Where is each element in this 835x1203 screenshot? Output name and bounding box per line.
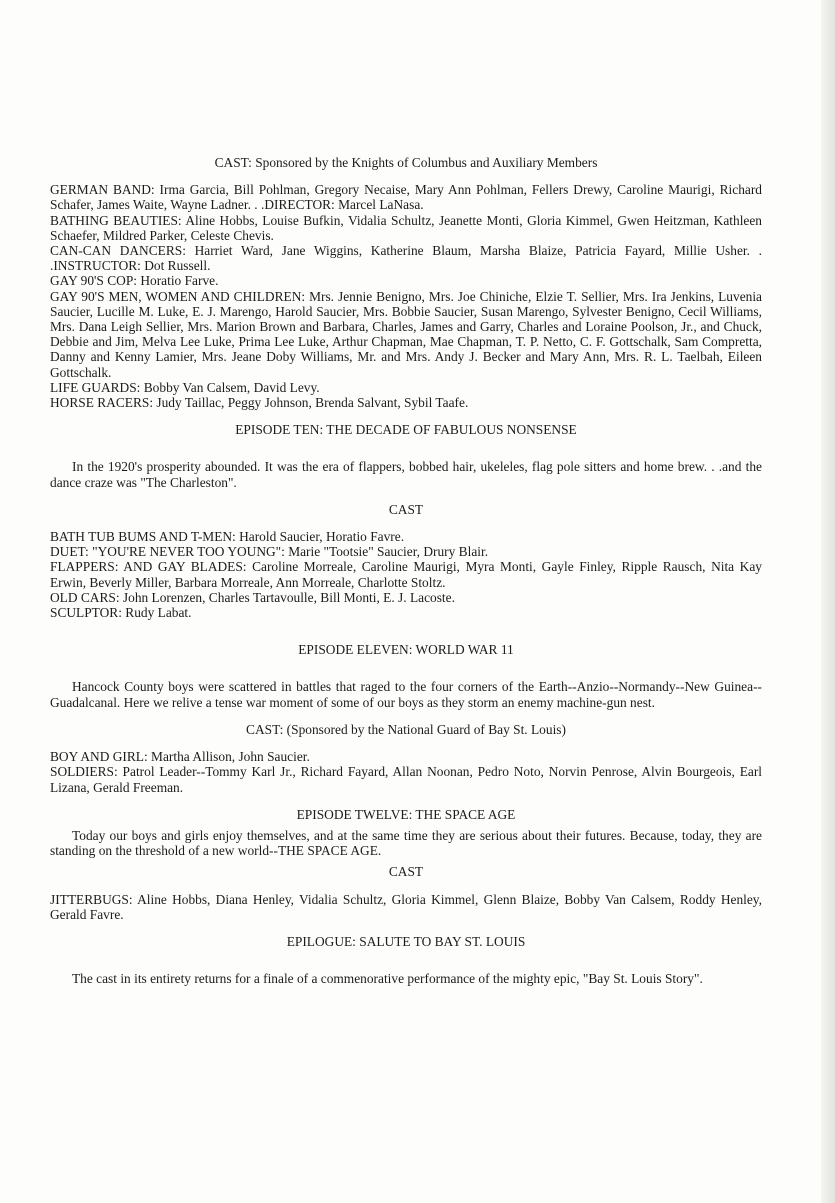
cast-entry-german-band: GERMAN BAND: Irma Garcia, Bill Pohlman, Gregory Necaise, Mary Ann Pohlman, Fellers Drewy, Caroline Maurigi, Richard Schafer, James Waite, Wayne Ladner. . .DIRECTOR: Marcel LaNasa. (50, 182, 762, 213)
cast-entry-bath-tub-bums: BATH TUB BUMS AND T-MEN: Harold Saucier, Horatio Favre. (50, 529, 405, 545)
episode-eleven-title: EPISODE ELEVEN: WORLD WAR 11 (298, 642, 514, 658)
cast-list (50, 182, 762, 410)
cast-entry-horse-racers: HORSE RACERS: Judy Taillac, Peggy Johnson, Brenda Salvant, Sybil Taafe. (50, 395, 469, 411)
episode-twelve-cast-list (50, 892, 762, 922)
episode-ten-text: In the 1920's prosperity abounded. It was the era of flappers, bobbed hair, ukeleles, flag pole sitters and home brew. . .and the dance craze was "The Charleston". (50, 459, 762, 490)
cast-entry-bathing-beauties: BATHING BEAUTIES: Aline Hobbs, Louise Bufkin, Vidalia Schultz, Jeanette Monti, Gloria Kimmel, Gwen Heitzman, Kathleen Schaefer, Mildred Parker, Celeste Chevis. (50, 212, 762, 243)
epilogue-text: The cast in its entirety returns for a finale of a commenorative performance of the mighty epic, "Bay St. Louis Story". (72, 971, 703, 987)
episode-ten-cast-title: CAST (388, 501, 424, 517)
epilogue-title: EPILOGUE: SALUTE TO BAY ST. LOUIS (286, 933, 526, 949)
cast-entry-gay-90s-cop: GAY 90'S COP: Horatio Farve. (50, 273, 219, 289)
cast-entry-flappers: FLAPPERS: AND GAY BLADES: Caroline Morreale, Caroline Maurigi, Myra Monti, Gayle Finley, Ripple Rausch, Nita Kay Erwin, Beverly Miller, Barbara Morreale, Ann Morreale, Charlotte Stoltz. (50, 559, 762, 590)
cast-entry-sculptor: SCULPTOR: Rudy Labat. (50, 605, 192, 621)
cast-entry-can-can-dancers: CAN-CAN DANCERS: Harriet Ward, Jane Wiggins, Katherine Blaum, Marsha Blaize, Patricia Fayard, Millie Usher. . .INSTRUCTOR: Dot Russell. (50, 243, 762, 274)
cast-entry-gay-90s-men-women-children: GAY 90'S MEN, WOMEN AND CHILDREN: Mrs. Jennie Benigno, Mrs. Joe Chiniche, Elzie T. Sellier, Mrs. Ira Jenkins, Luvenia Saucier, Lucille M. Luke, E. J. Marengo, Harold Saucier, Mrs. Bobbie Saucier, Susan Marengo, Sylvester Benigno, Cecil Williams, Mrs. Dana Leigh Sellier, Mrs. Marion Brown and Barbara, Charles, James and Garry, Charles and Loraine Poolson, Jr., and Chuck, Debbie and Jim, Melva Lee Luke, Prima Lee Luke, Arthur Chapman, Mae Chapman, T. P. Netto, C. F. Gottschalk, Sam Compretta, Danny and Kenny Lamier, Mrs. Jeane Doby Williams, Mr. and Mrs. Andy J. Becker and Mary Ann, Mrs. R. L. Taelbah, Eileen Gottschalk. (50, 288, 762, 380)
episode-twelve-text: Today our boys and girls enjoy themselves, and at the same time they are serious about their futures. Because, today, they are standing on the threshold of a new world--THE SPACE AGE. (50, 827, 762, 859)
cast-header: CAST: Sponsored by the Knights of Columbus and Auxiliary Members (214, 155, 598, 170)
episode-eleven-cast-list (50, 749, 762, 795)
episode-eleven-text: Hancock County boys were scattered in battles that raged to the four corners of the Earth--Anzio--Normandy--New Guinea--Guadalcanal. Here we relive a tense war moment of some of our boys as they storm an enemy machine-gun nest. (50, 679, 762, 710)
page-content (50, 155, 762, 986)
episode-twelve-title: EPISODE TWELVE: THE SPACE AGE (296, 806, 516, 822)
episode-ten-cast-list (50, 529, 762, 620)
cast-entry-jitterbugs: JITTERBUGS: Aline Hobbs, Diana Henley, Vidalia Schultz, Gloria Kimmel, Glenn Blaize, Bobby Van Calsem, Roddy Henley, Gerald Favre. (50, 891, 762, 922)
cast-entry-old-cars: OLD CARS: John Lorenzen, Charles Tartavoulle, Bill Monti, E. J. Lacoste. (50, 589, 455, 605)
page-fold-shadow (821, 0, 835, 1203)
cast-entry-soldiers: SOLDIERS: Patrol Leader--Tommy Karl Jr., Richard Fayard, Allan Noonan, Pedro Noto, Norvin Penrose, Alvin Bourgeois, Earl Lizana, Gerald Freeman. (50, 764, 762, 795)
episode-ten-title: EPISODE TEN: THE DECADE OF FABULOUS NONSENSE (235, 422, 577, 438)
episode-twelve-cast-title: CAST (388, 864, 424, 880)
cast-entry-boy-and-girl: BOY AND GIRL: Martha Allison, John Saucier. (50, 749, 310, 765)
cast-entry-life-guards: LIFE GUARDS: Bobby Van Calsem, David Levy. (50, 379, 320, 395)
episode-eleven-cast-title: CAST: (Sponsored by the National Guard of Bay St. Louis) (246, 721, 566, 737)
cast-entry-duet: DUET: "YOU'RE NEVER TOO YOUNG": Marie "Tootsie" Saucier, Drury Blair. (50, 544, 489, 560)
